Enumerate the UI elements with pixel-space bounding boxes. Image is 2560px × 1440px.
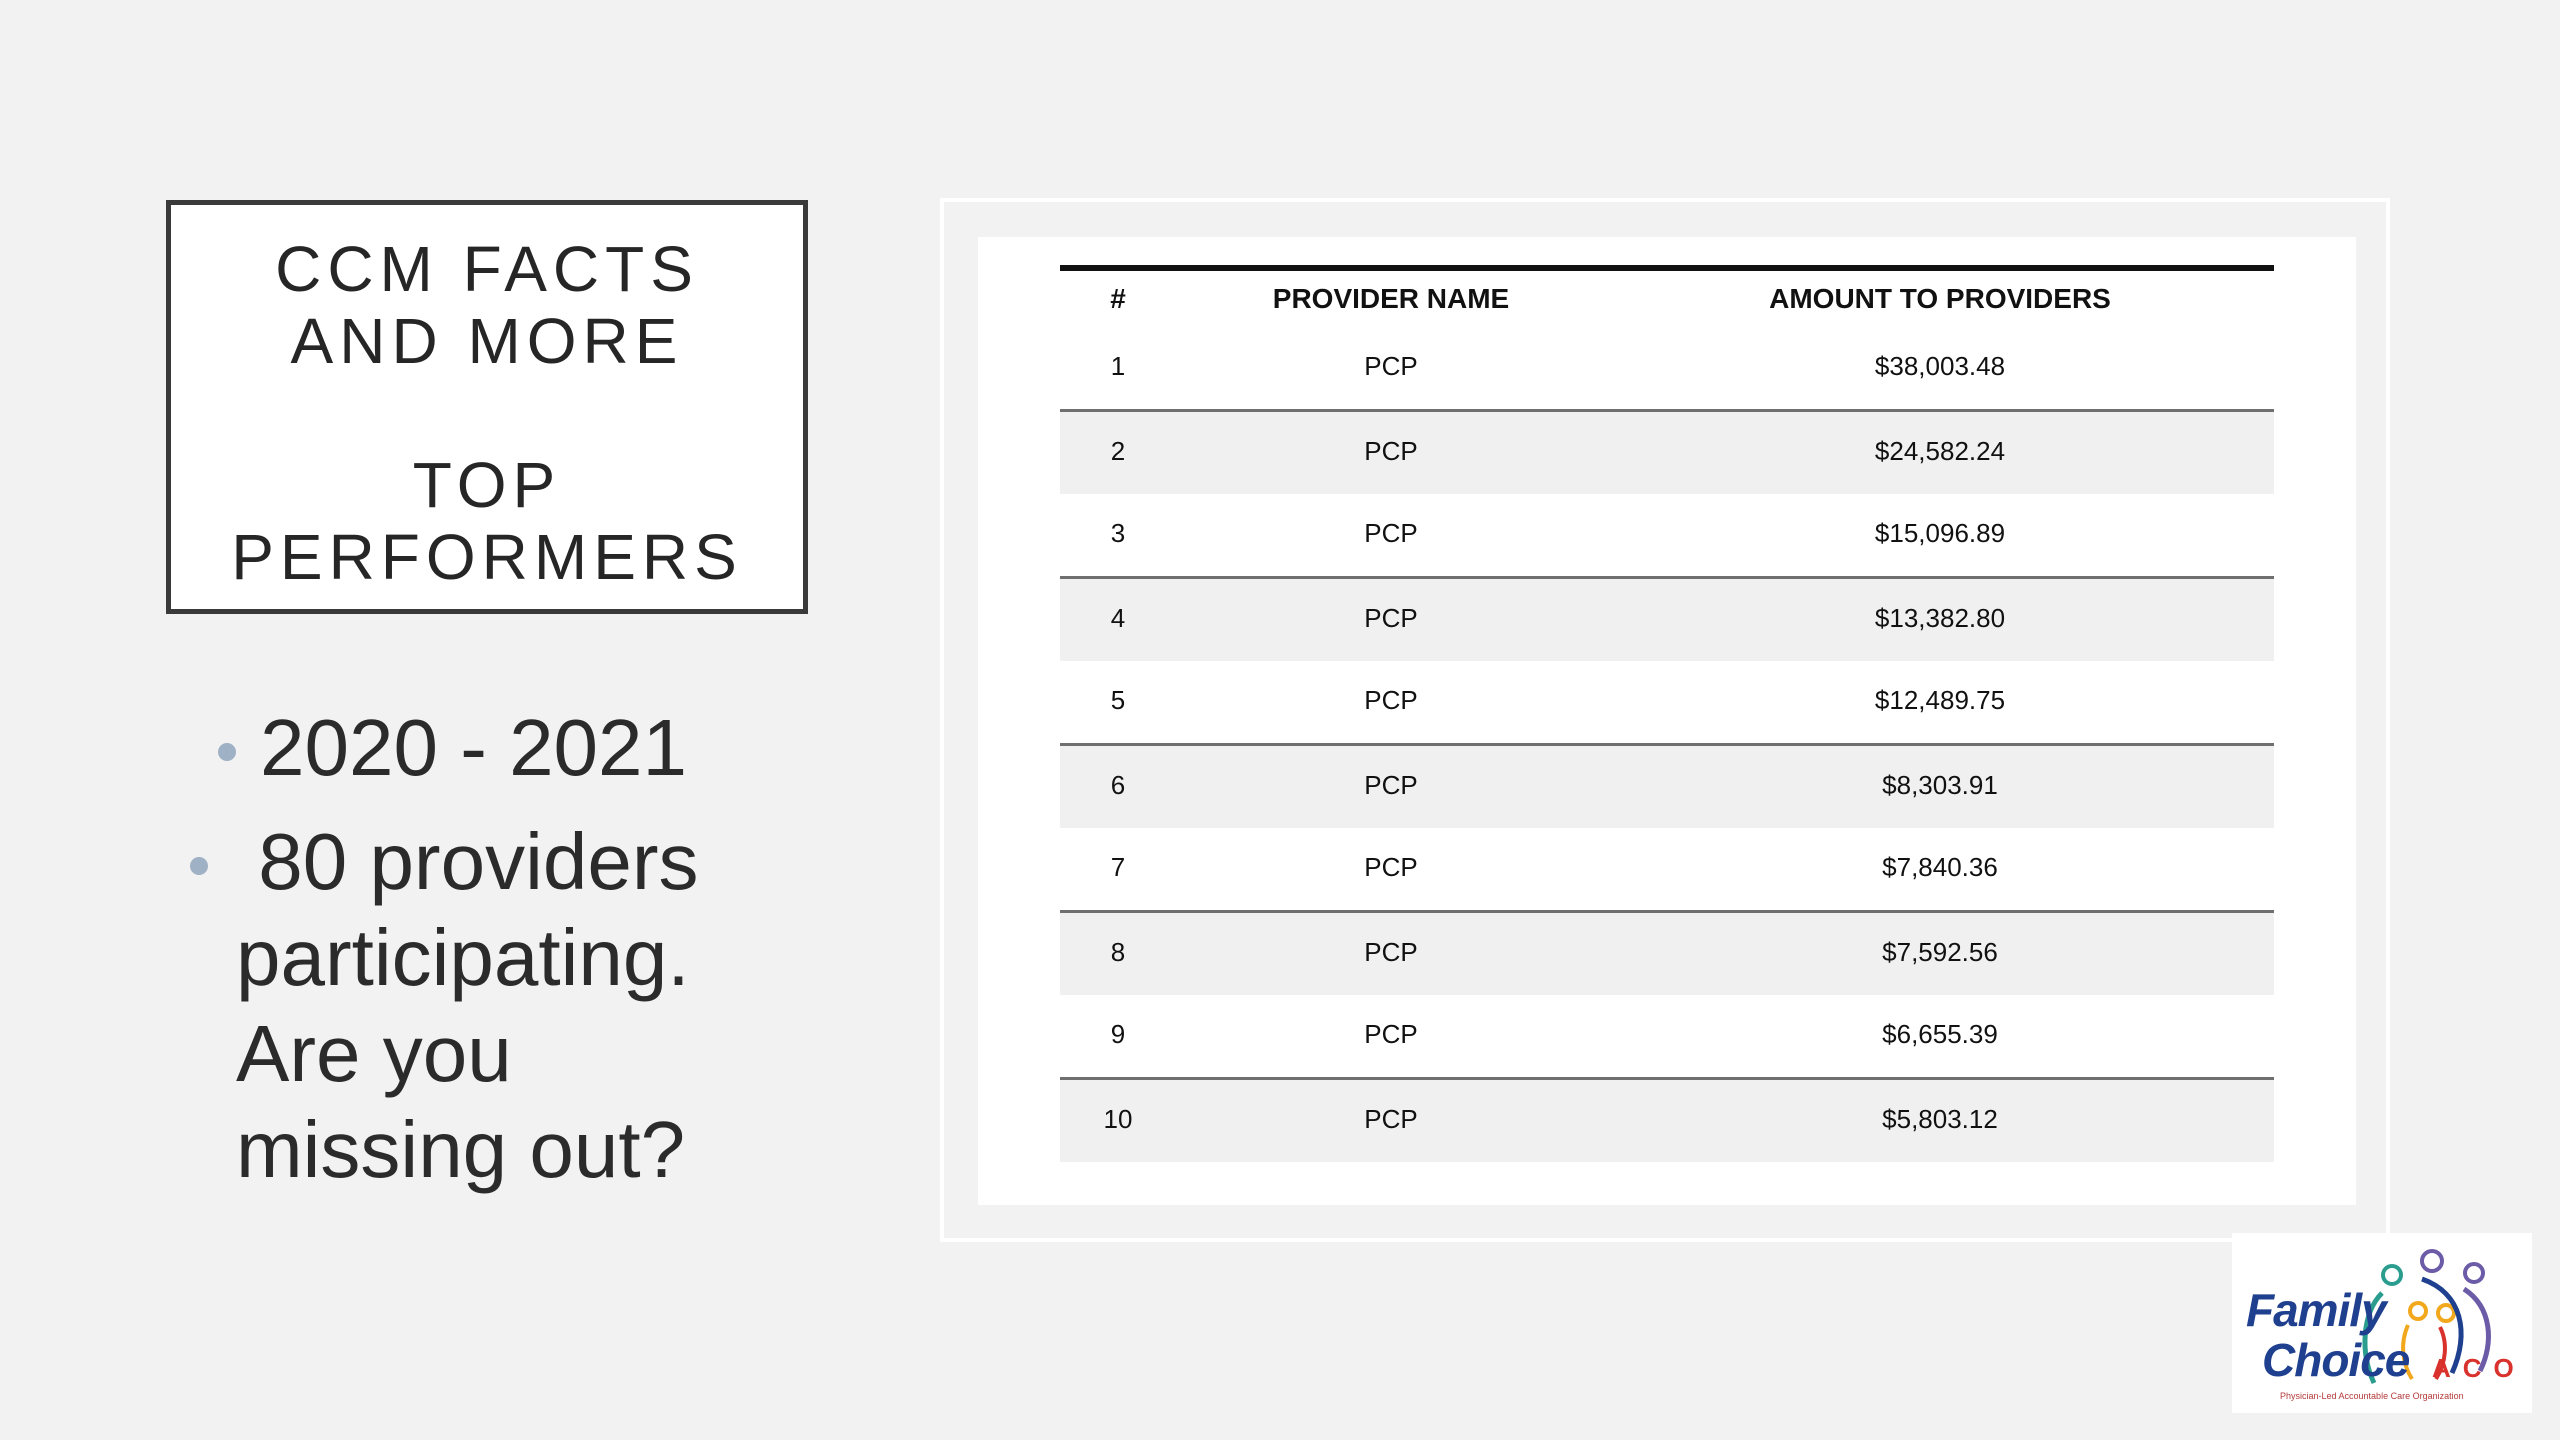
bullet-text: 2020 - 2021 — [260, 703, 688, 792]
cell-amount: $7,592.56 — [1882, 937, 1998, 967]
bullet-dot-icon — [218, 743, 236, 761]
table-row — [1060, 828, 2274, 910]
family-choice-aco-logo — [2232, 1233, 2532, 1413]
table-row — [1060, 327, 2274, 409]
header-provider-name: PROVIDER NAME — [1272, 283, 1510, 314]
table-row — [1060, 576, 2274, 661]
table-panel — [978, 237, 2356, 1205]
table-header-row — [1060, 271, 2274, 327]
cell-amount: $7,840.36 — [1882, 852, 1998, 882]
cell-rank: 1 — [1110, 351, 1126, 381]
cell-provider: PCP — [1364, 937, 1418, 967]
cell-provider: PCP — [1364, 436, 1418, 466]
cell-provider: PCP — [1364, 1104, 1418, 1134]
table-row — [1060, 409, 2274, 494]
cell-rank: 2 — [1110, 436, 1126, 466]
table-row — [1060, 661, 2274, 743]
cell-rank: 10 — [1103, 1104, 1133, 1134]
top-performers-table — [1060, 265, 2274, 1162]
cell-provider: PCP — [1364, 518, 1418, 548]
title-line-2: AND MORE — [290, 305, 684, 377]
bullet-text: missing out? — [236, 1105, 686, 1194]
cell-provider: PCP — [1364, 603, 1418, 633]
cell-rank: 4 — [1110, 603, 1126, 633]
bullet-item-years — [190, 700, 750, 796]
cell-rank: 6 — [1110, 770, 1126, 800]
cell-amount: $15,096.89 — [1874, 518, 2006, 548]
logo-word-family: Family — [2246, 1284, 2386, 1336]
cell-amount: $38,003.48 — [1874, 351, 2006, 381]
header-amount: AMOUNT TO PROVIDERS — [1769, 283, 2111, 314]
cell-provider: PCP — [1364, 852, 1418, 882]
cell-rank: 5 — [1110, 685, 1126, 715]
title-line-3: TOP — [412, 449, 562, 521]
logo-aco: ACO — [2432, 1353, 2526, 1383]
cell-provider: PCP — [1364, 1019, 1418, 1049]
table-row — [1060, 743, 2274, 828]
slide-title-box — [166, 200, 808, 614]
cell-provider: PCP — [1364, 685, 1418, 715]
cell-rank: 3 — [1110, 518, 1126, 548]
table-row — [1060, 995, 2274, 1077]
logo-tagline: Physician-Led Accountable Care Organization — [2280, 1391, 2464, 1401]
header-rank: # — [1110, 283, 1126, 314]
cell-amount: $8,303.91 — [1882, 770, 1998, 800]
cell-amount: $12,489.75 — [1874, 685, 2006, 715]
table-row — [1060, 1077, 2274, 1162]
cell-provider: PCP — [1364, 770, 1418, 800]
bullet-list — [190, 700, 750, 1198]
cell-provider: PCP — [1364, 351, 1418, 381]
cell-amount: $13,382.80 — [1874, 603, 2006, 633]
cell-rank: 7 — [1110, 852, 1126, 882]
bullet-text: Are you — [236, 1009, 512, 1098]
bullet-text: 80 providers — [236, 817, 699, 906]
table-row — [1060, 494, 2274, 576]
logo-word-choice: Choice — [2262, 1334, 2410, 1386]
bullet-item-providers — [190, 814, 750, 1198]
cell-amount: $24,582.24 — [1874, 436, 2006, 466]
cell-rank: 9 — [1110, 1019, 1126, 1049]
title-line-1: CCM FACTS — [275, 233, 699, 305]
title-line-4: PERFORMERS — [231, 521, 743, 593]
bullet-dot-icon — [190, 857, 208, 875]
table-row — [1060, 910, 2274, 995]
cell-amount: $6,655.39 — [1882, 1019, 1998, 1049]
bullet-text: participating. — [236, 913, 690, 1002]
cell-rank: 8 — [1110, 937, 1126, 967]
cell-amount: $5,803.12 — [1882, 1104, 1998, 1134]
